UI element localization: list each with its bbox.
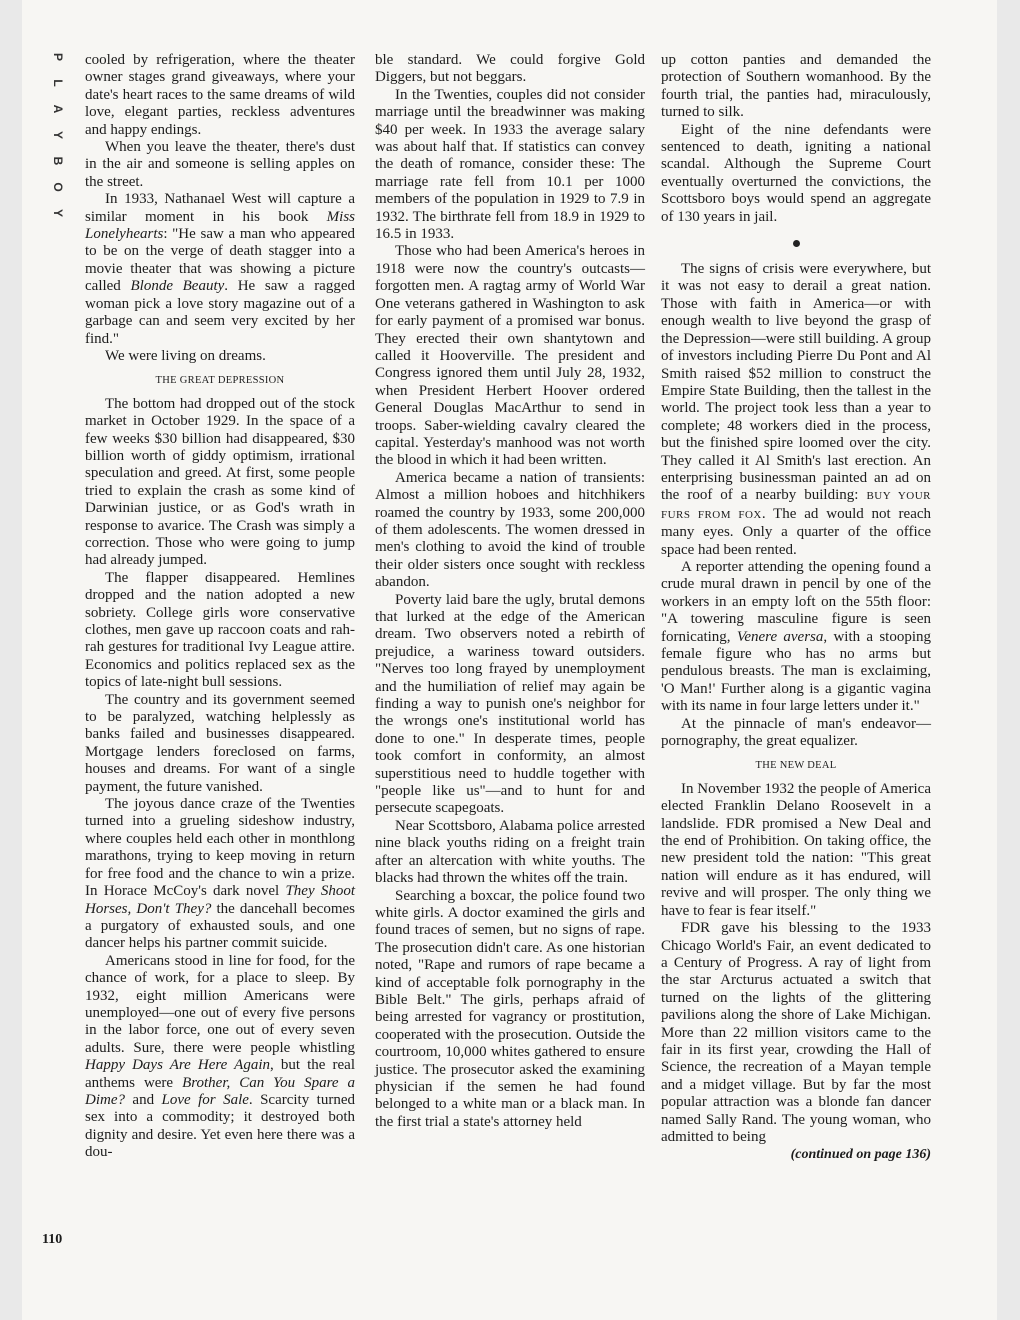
masthead-vertical [50,44,66,226]
article-column-3 [661,52,931,1164]
paragraph: Those who had been America's heroes in 1918 were now the country's outcasts—forgotten men. A ragtag army of World War One veterans gathered in Washington to ask for early payment of a promised war bonus. They erected their own shantytown and called it Hooverville. The president and Congress ignored them until July 28, 1932, when President Herbert Hoover ordered General Douglas MacArthur to send in troops. Saber-wielding cavalry cleared the capital. Yesterday's manhood was not worth the blood in which it had been written. [375,243,645,469]
paragraph: The signs of crisis were everywhere, but it was not easy to derail a great nation. Those with faith in America—or with enough wealth to live beyond the grasp of the Depression—were still building. A group of investors including Pierre Du Pont and Al Smith raised $52 million to construct the Empire State Building, then the tallest in the world. The project took less than a year to complete; 48 workers died in the process, but the finished spire loomed over the city. They called it Al Smith's last erection. An enterprising businessman painted an ad on the roof of a nearby building: BUY YOUR FURS FROM FOX. The ad would not reach many eyes. Only a quarter of the office space had been rented. [661,261,932,558]
paragraph: Americans stood in line for food, for the chance of work, for a place to sleep. By 1932, eight million Americans were unemployed—one out of every five persons in the labor force, one out of every seven adults. Sure, there were people whistling Happy Days Are Here Again, but the real anthems were Brother, Can You Spare a Dime? and Love for Sale. Scarcity turned sex into a commodity; it destroyed both dignity and desire. Yet even here there was a dou- [85,952,355,1161]
paragraph: In the Twenties, couples did not consider marriage until the breadwinner was making $40 per week. In 1933 the average salary was about half that. If statistics can convey the death of romance, consider these: The marriage rate fell from 10.1 per 1000 members of the population in 1929 to 7.9 in 1932. The birthrate fell from 18.9 in 1929 to 16.5 in 1933. [375,86,645,243]
paragraph: America became a nation of transients: Almost a million hoboes and hitchhikers roamed the country by 1933, some 200,000 of them adolescents. The women dressed in men's clothing to avoid the kind of trouble their older sisters once sought with reckless abandon. [375,469,645,591]
paragraph: A reporter attending the opening found a crude mural drawn in pencil by one of the workers in an empty loft on the 55th floor: "A towering masculine figure is seen fornicating, Venere aversa, with a stooping female figure who has no arms but pendulous breasts. The man is exclaiming, 'O Man!' Further along is a gigantic vagina with its name in four large letters under it." [661,558,932,715]
masthead-letter: Y [51,208,65,217]
paragraph: The bottom had dropped out of the stock market in October 1929. In the space of a few weeks $30 billion had disappeared, $30 billion worth of giddy optimism, irrational speculation and greed. At first, some people tried to explain the crash as some kind of Darwinian justice, or as God's wrath in response to avarice. The Crash was simply a correction. Those who were going to jump had already jumped. [85,395,355,569]
paragraph: The country and its government seemed to be paralyzed, watching helplessly as banks failed and businesses disappeared. Mortgage lenders foreclosed on farms, houses and dreams. For want of a single payment, the future vanished. [85,691,355,795]
masthead-letter: B [51,156,65,166]
paragraph: ble standard. We could forgive Gold Diggers, but not beggars. [375,52,645,86]
page-number: 110 [42,1232,63,1247]
section-break-bullet [793,240,800,247]
continued-on-page-note: (continued on page 136) [790,1147,931,1163]
paragraph: FDR gave his blessing to the 1933 Chicago World's Fair, an event dedicated to a Century of Progress. A ray of light from the star Arcturus actuated a switch that turned on the lights of the glittering pavilions along the shore of Lake Michigan. More than 22 million visitors came to the fair in its first year, crowding the Hall of Science, the recreation of a Mayan temple and a midget village. But by far the most popular attraction was a blonde fan dancer named Sally Rand. The young woman, who admitted to being [661,920,931,1145]
paragraph: cooled by refrigeration, where the theater owner stages grand giveaways, where your date's heart races to the same dreams of wild love, elegant parties, reckless adventures and happy endings. [85,52,355,138]
masthead-letter: Y [51,130,65,139]
article-column-1 [85,52,355,1162]
paragraph: Searching a boxcar, the police found two white girls. A doctor examined the girls and found traces of semen, but no signs of rape. The prosecution didn't care. As one historian noted, "Rape and rumors of rape became a kind of acceptable folk pornography in the Bible Belt." The girls, perhaps afraid of being arrested for vagrancy or prostitution, cooperated with the prosecution. Outside the courtroom, 10,000 whites gathered to ensure justice. The prosecutor asked the examining physician if the semen he had found belonged to a white man or a black man. In the first trial a state's attorney held [375,887,645,1130]
paragraph: In 1933, Nathanael West will capture a similar moment in his book Miss Lonelyhearts: "He saw a man who appeared to be on the verge of death stagger into a movie theater that was showing a picture called Blonde Beauty. He saw a ragged woman pick a love story magazine out of a garbage can and seem very excited by her find." [85,191,355,347]
paragraph: The joyous dance craze of the Twenties turned into a grueling sideshow industry, where couples held each other in monthlong marathons, trying to keep moving in return for free food and the chance to win a prize. In Horace McCoy's dark novel They Shoot Horses, Don't They? the dancehall becomes a purgatory of exhausted souls, and one dancer helps his partner commit suicide. [85,796,355,952]
paragraph: When you leave the theater, there's dust in the air and someone is selling apples on the street. [85,139,355,190]
paragraph: We were living on dreams. [105,347,266,364]
magazine-page [22,0,997,1320]
section-heading: THE NEW DEAL [755,760,837,772]
masthead-letter: O [51,182,65,192]
masthead-letter: P [51,52,65,61]
article-column-2 [375,52,645,1131]
masthead-letter: L [51,79,65,87]
paragraph: The flapper disappeared. Hemlines dropped and the nation adopted a new sobriety. College girls wore conservative clothes, men gave up raccoon coats and rah-rah gestures for traditional Ivy League attire. Economics and politics replaced sex as the topics of late-night bull sessions. [85,569,355,691]
paragraph: up cotton panties and demanded the protection of Southern womanhood. By the fourth trial, the panties had, miraculously, turned to silk. [661,52,931,121]
masthead-letter: A [51,104,65,114]
paragraph: At the pinnacle of man's endeavor—pornography, the great equalizer. [661,715,931,750]
paragraph: Poverty laid bare the ugly, brutal demons that lurked at the edge of the American dream. Two observers noted a rebirth of prejudice, a wariness toward outsiders. "Nerves too long frayed by unemployment and the humiliation of relief may again be finding a way to punish one's neighbor for the wrongs one's institutional world has done to one." In desperate times, people took comfort in conformity, an almost superstitious need to huddle together with "people like us"—and to hunt for and persecute scapegoats. [375,591,645,817]
paragraph: Near Scottsboro, Alabama police arrested nine black youths riding on a freight train after an altercation with white youths. The blacks had thrown the whites off the train. [375,817,645,887]
section-heading: THE GREAT DEPRESSION [155,375,285,387]
paragraph: In November 1932 the people of America elected Franklin Delano Roosevelt in a landslide. FDR promised a New Deal and the end of Prohibition. On taking office, the new president told the nation: "This great nation will endure as it has endured, will revive and will prosper. The only thing we have to fear is fear itself." [661,780,931,919]
paragraph: Eight of the nine defendants were sentenced to death, igniting a national scandal. Although the Supreme Court eventually overturned the convictions, the Scottsboro boys would spend an aggregate of 130 years in jail. [661,121,931,225]
